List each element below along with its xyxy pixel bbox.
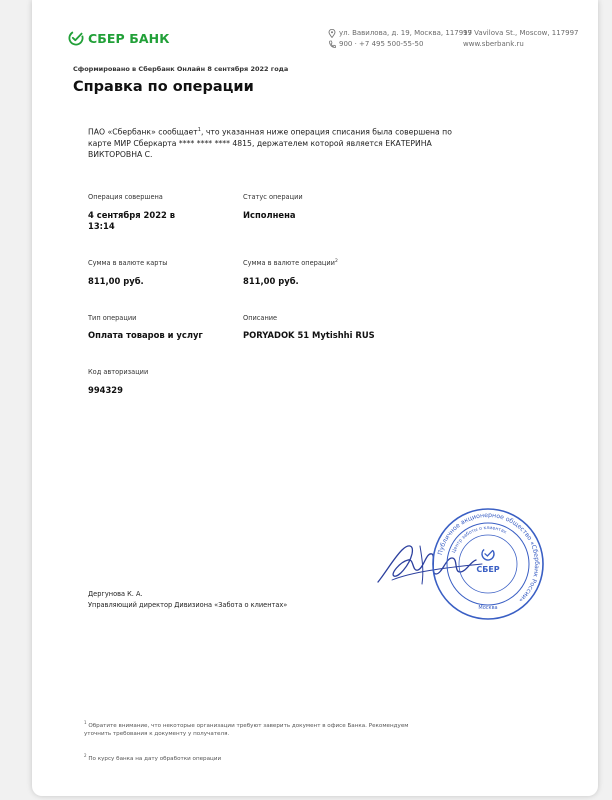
op-done-value: 4 сентября 2022 в 13:14 — [88, 210, 176, 231]
card-sum-label: Сумма в валюте карты — [88, 259, 168, 267]
op-done-label: Операция совершена — [88, 193, 163, 201]
type-value: Оплата товаров и услуг — [88, 330, 203, 340]
sberbank-logo — [68, 30, 170, 46]
intro-text-1: ПАО «Сбербанк» сообщает — [88, 127, 198, 137]
stamp-brand: СБЕР — [476, 565, 500, 574]
stamp-outer-text: Публичное акционерное общество «Сбербанк России» — [436, 511, 541, 604]
document-sheet — [32, 0, 598, 796]
formed-line: Сформировано в Сбербанк Онлайн 8 сентября 2022 года — [73, 65, 289, 73]
bank-stamp — [430, 506, 546, 622]
status-label: Статус операции — [243, 193, 303, 201]
footnote-1-text: Обратите внимание, что некоторые организации требуют заверить документ в офисе Банка. Рекомендуем уточнить требования к документу у получателя. — [84, 722, 409, 737]
intro-paragraph — [88, 125, 458, 160]
footnote-2 — [84, 752, 221, 763]
status-value: Исполнена — [243, 210, 296, 220]
auth-code-label: Код авторизации — [88, 368, 149, 376]
op-sum-value: 811,00 руб. — [243, 276, 299, 286]
card-sum-value: 811,00 руб. — [88, 276, 144, 286]
desc-value: PORYADOK 51 Mytishhi RUS — [243, 330, 375, 340]
stamp-logo-icon — [480, 546, 495, 561]
signer-position: Управляющий директор Дивизиона «Забота о клиентах» — [88, 600, 288, 609]
sber-logo-icon — [68, 30, 84, 46]
op-sum-label-text: Сумма в валюте операции — [243, 259, 335, 268]
stamp-inner-text: Центр заботы о клиентах — [451, 525, 507, 554]
address-en: 19 Vavilova St., Moscow, 117997 — [463, 29, 579, 37]
signer-block — [88, 589, 287, 610]
signer-name: Дергунова К. А. — [88, 590, 143, 598]
address-ru: ул. Вавилова, д. 19, Москва, 117997 — [339, 29, 473, 37]
op-sum-label — [243, 259, 338, 267]
intro-text-2: , что указанная ниже операция списания была совершена по карте МИР Сберкарта **** **** **** 4815, держателем которой является ЕКАТЕРИНА ВИКТОРОВНА С. — [88, 127, 452, 159]
phone-icon — [328, 40, 336, 49]
desc-label: Описание — [243, 314, 278, 322]
website-link[interactable]: www.sberbank.ru — [463, 40, 524, 48]
intro-footnote-ref: 1 — [197, 127, 201, 133]
logo-text: СБЕР БАНК — [88, 30, 170, 46]
address-ru-block — [328, 28, 472, 50]
page-title: Справка по операции — [73, 79, 254, 95]
type-label: Тип операции — [88, 314, 137, 322]
location-pin-icon — [328, 29, 336, 38]
footnote-1-num: 1 — [84, 720, 87, 725]
footnote-1 — [84, 719, 414, 738]
footnote-2-num: 2 — [84, 753, 87, 758]
phone-number: 900 · +7 495 500-55-50 — [339, 40, 424, 48]
op-sum-footnote-ref: 2 — [334, 259, 338, 264]
auth-code-value: 994329 — [88, 385, 123, 395]
stamp-city: Москва — [478, 605, 498, 611]
footnote-2-text: По курсу банка на дату обработки операции — [88, 755, 222, 762]
address-en-block — [463, 28, 579, 50]
